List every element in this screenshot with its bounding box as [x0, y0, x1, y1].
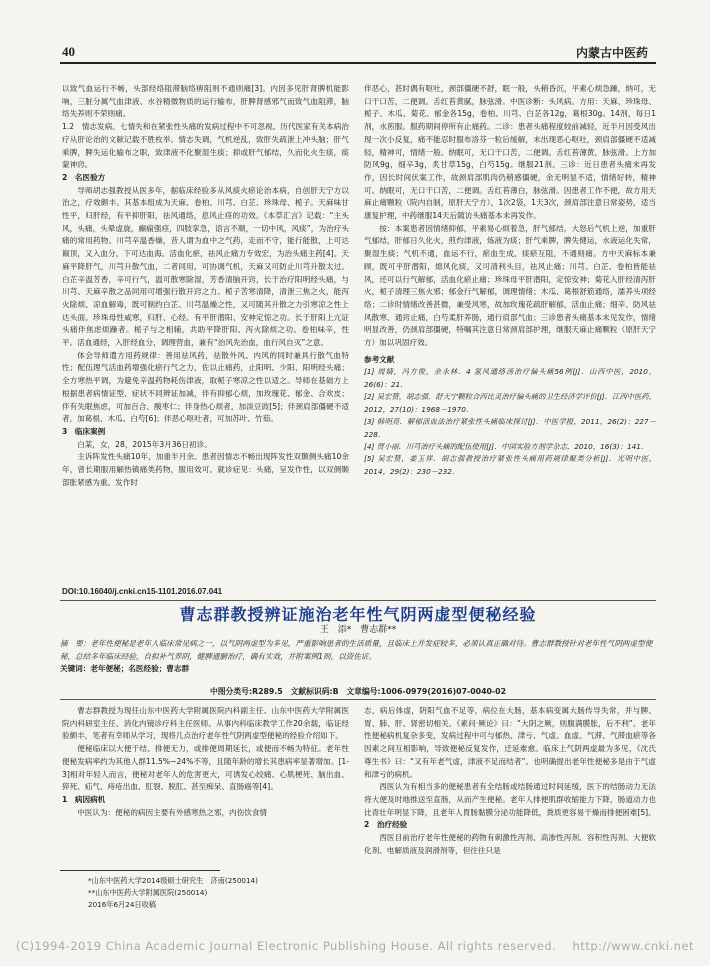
paragraph: 西医认为有相当多的便秘患者有全结肠或结肠通过时间延缓，医下的结肠动力无法将大便及时地推送至直肠，从而产生便秘。老年人排便肌群收缩能力下降，肠道动力也比青壮年明显下降，且老年人胃肠黏膜分泌功能降低，粪质更容易干燥而排便困难[5]。 — [364, 782, 656, 817]
paragraph: 志，病后体虚，阴阳气血不足等，病位在大肠，基本病变属大肠传导失常，并与脾、胃、肺、肝、肾密切相关。《素问·厥论》曰：“大阴之厥，则腹满膜胀，后不利”。老年性便秘病机复杂多变，发病过程中可与郁热、津亏、气虚、血虚、气滞、气滞血瘀等各因素之间互相影响，导致便秘反复发作，迁延难愈。临床上气阴两虚最为多见，《沈氏尊生书》曰：“又有年老气虚，津液不足而结者”。也明确提出老年性便秘多是由于气虚和津亏的病机。 — [364, 706, 656, 779]
keywords: 关键词：老年便秘；名医经验；曹志群 — [60, 664, 190, 673]
paragraph: 中医认为：便秘的病因主要有外感寒热之邪，内伤饮食情 — [77, 807, 268, 817]
reference-item: [2] 吴宏赞，胡志强．舒天宁颗粒合西比灵治疗偏头痛的卫生经济学评价[J]．江西中医药，2012，27(10)：1968－1970． — [364, 392, 656, 414]
paragraph: 1.2 情志发病。七情失和在紧张性头痛的发病过程中不可忽视。历代医家有关本病治疗从肝论治的文献记载不胜枚举。情志失调，气机逆乱，致肝失疏泄上冲头脑；肝气乘脾，脾失运化输布之职，致津液不化聚湿生痰；抑或肝气郁结，久而化火生痰，痰蒙神窍。 — [62, 122, 349, 170]
footnote: 2016年6月24日收稿 — [88, 900, 156, 909]
paragraph: 主诉阵发性头痛10年，加重半月余。患者因情志不畅出现阵发性双颞侧头痛10余年，曾长期服用解热镇痛类药物，服用效可。就诊症见：头痛，呈发作性，以双侧颞部胀紧感为重。发作时 — [62, 452, 349, 487]
section-heading: 1 病因病机 — [62, 794, 106, 804]
paragraph: 白某，女，28，2015年3月36日初诊。 — [77, 439, 212, 449]
publisher-watermark: (C)1994-2019 China Academic Journal Electronic Publishing House. All rights reserved. http://www.cnki.net — [15, 939, 695, 953]
footnote: **山东中医药大学附属医院(250014) — [88, 888, 208, 897]
journal-title: 内蒙古中医药 — [575, 46, 648, 60]
paragraph: 导师胡志强教授从医多年，据临床经验多从风痰火瘀论治本病，自创肝天宁方以治之，疗效颇丰。其基本组成为天麻、卷柏、川芎、白芷、珍珠母、栀子。天麻味甘性平，归肝经，有平抑肝阳，祛风通络，息风止痉的功效。《本草汇言》记载：“主头风，头痛，头晕虚旋，癫痫强痉，四肢挛急，语言不顺，一切中风，风痰”，为治疗头痛的常用药物。川芎辛温香燥，昔人谓为血中之气药，走而不守，能行能散，上可达巅顶，又入血分，下可达血海。活血化瘀，祛风止痛力专效宏，为治头痛主药[4]。天麻平降肝气，川芎升散气血，二者同用，可协调气机，天麻又可防止川芎升散太过。白芷辛温芳香，辛可行气，温可散寒除湿，芳香清脑开窍，长于治疗阳明经头痛，与川芎、天麻辛散之品同用可增强行散开窍之力。栀子苦寒清降，清泄三焦之火，能泻火除烦、凉血解毒，既可制约白芷、川芎温燥之性，又可随其升散之力引寒凉之性上达头面。珍珠母性咸寒，归肝、心经。有平肝潜阳、安神定惊之功。长于肝阳上亢证头痛伴焦虑烦躁者。栀子与之相辅，共助平降肝阳、泻火除烦之功。卷柏味辛，性平。活血通经，入肝经血分，调理营血，兼有“治风先治血，血行风自灭”之意。 — [62, 185, 349, 348]
article-left-column — [62, 705, 349, 819]
references-list — [364, 366, 656, 478]
paragraph: 以致气血运行不畅，头部经络阻滞脑络痹阻则不通则痛[3]。内因多见肝肾脾机能影响，三脏分属气血津液、水谷精微物质的运行输布，肝脾肾感邪气而致气血阻滞，脑络失养则不荣则痛。 — [62, 84, 349, 119]
article-abstract-block — [60, 638, 656, 676]
section-heading: 3 临床案例 — [62, 426, 106, 436]
header-rule — [60, 62, 656, 64]
footnote-rule — [60, 870, 220, 871]
paragraph: 西医目前治疗老年性便秘的药物有刺激性泻剂、高渗性泻剂、容积性泻剂、大便软化剂、电解质液及润滑剂等，但往往只是 — [364, 833, 656, 855]
section-heading: 2 名医验方 — [62, 172, 106, 182]
previous-article-right-column — [364, 83, 656, 478]
footnotes — [88, 875, 258, 911]
divider — [60, 699, 656, 700]
previous-article-left-column — [62, 83, 349, 490]
reference-item: [1] 周婧，冯方俊，余永林．4 氢风通络汤治疗偏头痛56例[J]．山西中医，2010，26(6)：21． — [364, 367, 656, 389]
paragraph: 便秘临床以大便干结、排便无力，或排便周期延长，或便而不畅为特征。老年性便秘发病率约为其他人群11.5%~24%不等，且随年龄的增长其患病率显著增加。[1-3]相对年轻人而言，便秘对老年人的危害更大，可诱发心绞痛、心肌梗死、脑出血、猝死、疝气、痔疮出血、肛裂、脱肛、甚至痴呆、直肠癌等[4]。 — [62, 744, 349, 792]
reference-item: [5] 吴宏赞，姜玉祥．胡志强教授治疗紧张性头痛用药规律聚类分析[J]．光明中医，2014，29(2)：230－232． — [364, 454, 656, 476]
abstract: 摘 要：老年性便秘是老年人临床常见病之一，以气阴两虚型为多见，严重影响患者的生活质量，且临床上并发症较多，必须认真正确对待。曹志群教授针对老年性气阴两虚型便秘，总结多年临床经验，自拟补气养阴，健脾通腑治疗，确有实效，并附案例1则，以资佐证。 — [60, 639, 653, 661]
page-number: 40 — [62, 44, 75, 59]
section-heading: 2 治疗经验 — [364, 820, 408, 830]
reference-item: [4] 贾小丽．川芎治疗头痛的配伍使用[J]．中国实验方剂学杂志，2010，16(3)：141． — [364, 441, 649, 451]
paragraph: 体会导师遣方用药规律：善用祛风药，祛散外风、内风的同时兼具行散气血特性；配伍理气活血药增强化瘀行气之力，佐以止痛药，止阳明、少阳、阳明经头痛；全方寒热平调，为避免辛温药物耗伤津液，取栀子寒凉之性以适之。导师在基础方上根据患者病情证型、症状不同辨证加减，伴有抑郁心烦，加玫瑰花、郁金、合欢皮；伴有失眠焦虑，可加百合、酸枣仁；伴身热心烦者，加淡豆豉[5]；伴颈肩部僵硬不适者，加葛根、木瓜、白芍[6]；伴恶心呕吐者，可加苏叶、竹茹。 — [62, 350, 349, 424]
footnote: *山东中医药大学2014级硕士研究生 济南(250014) — [88, 876, 258, 885]
article-right-column — [364, 705, 656, 857]
paragraph: 伴恶心，甚时偶有呕吐，颈部僵硬不舒，眠一般，头稍昏沉，平素心烦急躁，纳可，无口干口苦，二便调。舌红苔黄腻，脉弦滑。中医诊断：头风病。方用：天麻、珍珠母、栀子、木瓜、菊花、郁金各15g，卷柏、川芎、白芷各12g，葛根30g。14剂，每日1剂，水煎服。服药期间停所有止痛药。二诊：患者头痛程度较前减轻，近半月因受风出现一次小反复，痛不能忍时服布洛芬一粒后缓解，未出现恶心呕吐，颈肩部僵硬不适减轻，精神可，情绪一般。纳眠可，无口干口苦，二便调。舌红苔薄黄，脉弦滑。上方加防风9g，细辛3g，炙甘草15g，白芍15g。继服21剂。三诊：近日患者头痛未再发作，因长时间伏案工作，故颈肩部肌肉仍稍感僵硬，余无明显不适，情绪好转，精神可。纳眠可，无口干口苦，二便调。舌红苔薄白，脉弦滑。因患者工作不便，故方用天麻止痛颗粒（院内自制，原肝天宁方），1次2袋，1天3次，颈肩部注意日常姿势，适当康复护理，中药继服14天后随访头痛基本未再发作。 — [364, 84, 656, 221]
article-title: 曹志群教授辨证施治老年性气阴两虚型便秘经验 — [179, 605, 537, 624]
classification-line: 中图分类号:R289.5 文献标识码:B 文章编号:1006-0979(2016)07-0040-02 — [209, 687, 507, 696]
reference-item: [3] 韩明亮．解郁活血法治疗紧张性头痛临床探讨[J]．中医学报，2011，26(2)：227－228． — [364, 417, 656, 439]
divider — [60, 600, 656, 601]
paragraph: 曹志群教授为现任山东中医药大学附属医院内科副主任、山东中医药大学附属医院内科研室主任、消化内镜诊疗科主任医师。从事内科临床教学工作20余载，临证经验颇丰，笔者有幸师从学习，现将几点治疗老年性气阴两虚型便秘的经验介绍如下。 — [62, 706, 349, 741]
article-authors: 王 添* 曹志群** — [319, 625, 397, 635]
doi-line: DOI:10.16040/j.cnki.cn15-1101.2016.07.041 — [62, 587, 223, 596]
references-heading: 参考文献 — [364, 354, 395, 364]
paragraph: 按：本案患者因情绪抑郁，平素易心烦着急，肝气郁结，大怒后气机上逆，加重肝气郁结，肝郁日久化火，煎灼津液，炼液为痰；肝气乘脾，脾失健运，水液运化失常，聚湿生痰；气机不通，血运不行，瘀血生成，痰瘀互阻，不通则痛。方中天麻标本兼顾，既可平肝潜阳，熄风化痰，又可清利头目，祛风止痛；川芎、白芷、卷柏皆能祛风，还可以行气解郁，活血化瘀止痛；珍珠母平肝潜阳，定惊安神；菊花入肝经清泻肝火，栀子清理三焦火邪；郁金行气解郁，调理情绪；木瓜、葛根舒筋通络，濡养头项经络；二诊时情绪改善甚微，兼受风寒，故加玫瑰花疏肝解郁，活血止痛；细辛、防风祛风散寒、通窍止痛，白芍柔肝养肠，通行肩部气血；三诊患者头痛基本未见发作，情绪明显改善，仍颈肩部僵硬，特嘱其注意日常颈肩部护理，继服天麻止痛颗粒（原肝天宁方）加以巩固疗效。 — [364, 223, 656, 348]
